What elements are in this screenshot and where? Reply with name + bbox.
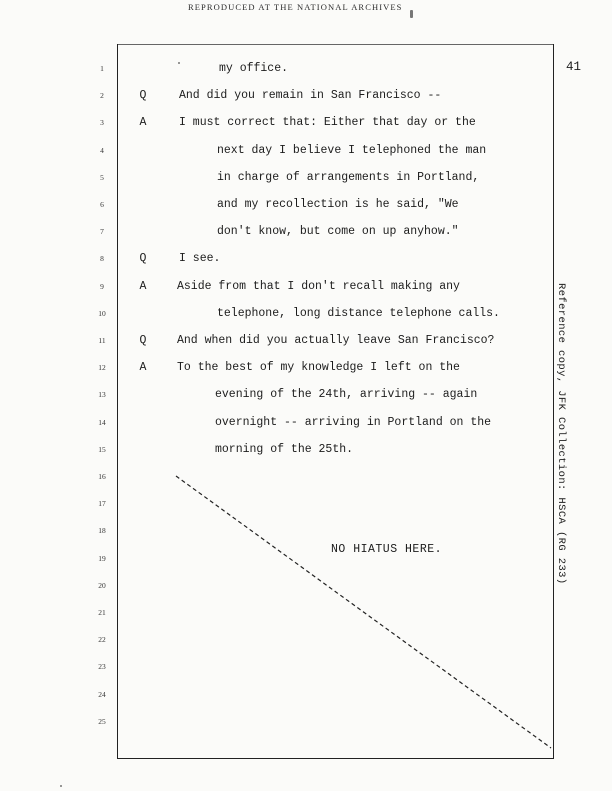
line-number: 8 xyxy=(100,254,104,264)
archive-stamp: REPRODUCED AT THE NATIONAL ARCHIVES xyxy=(188,2,403,12)
line-number: 21 xyxy=(98,608,106,617)
transcript-line: in charge of arrangements in Portland, xyxy=(217,170,480,184)
speaker-label: Q xyxy=(139,252,147,266)
line-number: 23 xyxy=(98,662,106,672)
transcript-line: overnight -- arriving in Portland on the xyxy=(215,415,492,429)
speaker-label: Q xyxy=(139,89,147,103)
line-number: 7 xyxy=(100,227,104,237)
transcript-line: and my recollection is he said, "We xyxy=(217,198,459,211)
speck xyxy=(60,785,62,787)
transcript-line: evening of the 24th, arriving -- again xyxy=(215,388,478,402)
speaker-label: A xyxy=(139,279,147,293)
line-number: 17 xyxy=(98,499,106,509)
line-number: 20 xyxy=(98,580,106,590)
speaker-label: Q xyxy=(139,334,147,347)
line-number: 13 xyxy=(98,390,106,400)
line-number: 1 xyxy=(100,64,104,73)
line-number: 22 xyxy=(98,635,106,645)
line-number: 11 xyxy=(98,336,106,345)
transcript-line: And did you remain in San Francisco -- xyxy=(179,89,442,103)
transcript-line: morning of the 25th. xyxy=(215,442,354,456)
speck xyxy=(178,62,180,64)
speck xyxy=(410,10,413,18)
page-number: 41 xyxy=(566,60,582,74)
line-number: 10 xyxy=(98,308,106,318)
transcript-line: Aside from that I don't recall making any xyxy=(177,279,460,293)
collection-side-note: Reference copy, JFK Collection: HSCA (RG 233) xyxy=(555,283,567,585)
line-number: 4 xyxy=(100,145,104,155)
line-number: 9 xyxy=(100,281,104,291)
line-number: 19 xyxy=(98,553,106,563)
line-number: 3 xyxy=(100,118,104,128)
transcript-line: my office. xyxy=(219,62,289,75)
hiatus-note: NO HIATUS HERE. xyxy=(331,543,443,556)
line-number: 18 xyxy=(98,526,106,536)
line-number: 24 xyxy=(98,689,106,699)
transcript-line: I see. xyxy=(179,252,221,266)
line-number: 12 xyxy=(98,363,106,373)
line-number: 14 xyxy=(98,417,106,427)
line-number: 2 xyxy=(100,91,104,101)
transcript-line: I must correct that: Either that day or the xyxy=(179,116,476,130)
transcript-line: next day I believe I telephoned the man xyxy=(217,143,487,157)
line-number: 5 xyxy=(100,172,104,182)
transcript-line: And when did you actually leave San Francisco? xyxy=(177,334,495,347)
line-number: 25 xyxy=(98,716,106,726)
transcript-line: don't know, but come on up anyhow." xyxy=(217,225,459,239)
transcript-line: telephone, long distance telephone calls. xyxy=(217,306,500,320)
line-number: 6 xyxy=(100,200,104,209)
speaker-label: A xyxy=(139,361,147,375)
line-number: 16 xyxy=(98,472,106,481)
transcript-line: To the best of my knowledge I left on the xyxy=(177,361,460,375)
line-number: 15 xyxy=(98,444,106,454)
speaker-label: A xyxy=(139,116,147,130)
